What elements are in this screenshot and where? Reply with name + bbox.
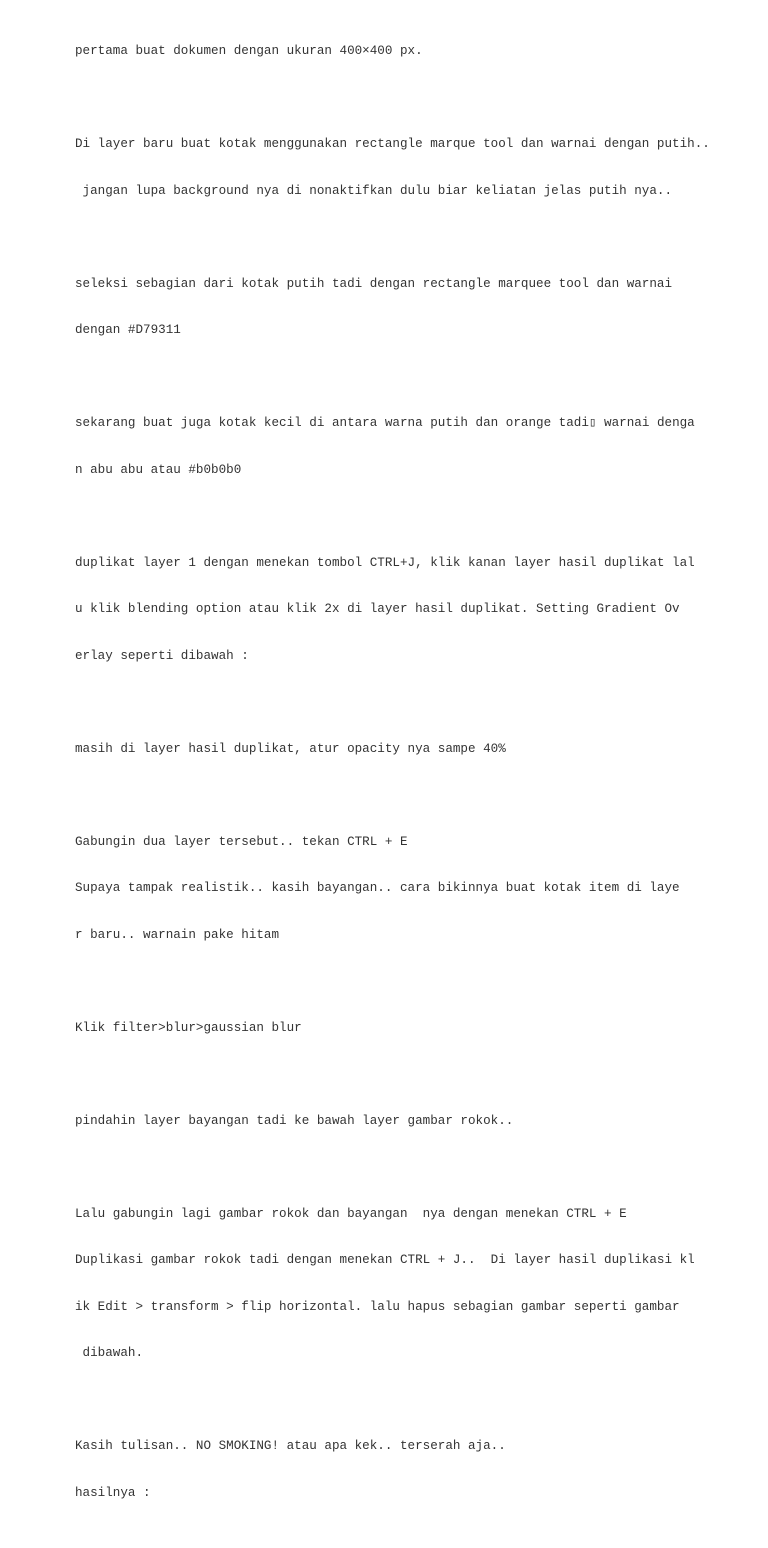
text-line: seleksi sebagian dari kotak putih tadi dengan rectangle marquee tool dan warnai bbox=[75, 276, 673, 291]
paragraph-7 bbox=[75, 804, 745, 975]
paragraph-8 bbox=[75, 990, 745, 1068]
text-line: Kasih tulisan.. NO SMOKING! atau apa kek.. terserah aja.. bbox=[75, 1439, 506, 1453]
text-line: ik Edit > transform > flip horizontal. lalu hapus sebagian gambar seperti gambar bbox=[75, 1299, 680, 1314]
text-line: hasilnya : bbox=[75, 1485, 151, 1500]
text-line: pindahin layer bayangan tadi ke bawah layer gambar rokok.. bbox=[75, 1113, 514, 1128]
text-line: n abu abu atau #b0b0b0 bbox=[75, 462, 242, 477]
text-line: pertama buat dokumen dengan ukuran 400×400 px. bbox=[75, 44, 423, 58]
text-line: jangan lupa background nya di nonaktifkan dulu biar keliatan jelas putih nya.. bbox=[75, 183, 673, 198]
paragraph-1 bbox=[75, 13, 745, 91]
document-body bbox=[75, 13, 745, 1548]
paragraph-4 bbox=[75, 385, 745, 509]
paragraph-5 bbox=[75, 525, 745, 696]
text-line: masih di layer hasil duplikat, atur opacity nya sampe 40% bbox=[75, 741, 506, 756]
text-line: Duplikasi gambar rokok tadi dengan menekan CTRL + J.. Di layer hasil duplikasi kl bbox=[75, 1253, 695, 1267]
text-line: dibawah. bbox=[75, 1346, 144, 1360]
paragraph-3 bbox=[75, 246, 745, 370]
paragraph-2 bbox=[75, 106, 745, 230]
text-line: dengan #D79311 bbox=[75, 323, 181, 337]
text-line: Lalu gabungin lagi gambar rokok dan bayangan nya dengan menekan CTRL + E bbox=[75, 1206, 627, 1221]
text-line: sekarang buat juga kotak kecil di antara warna putih dan orange tadi▯ warnai denga bbox=[75, 416, 695, 430]
text-line: Di layer baru buat kotak menggunakan rectangle marque tool dan warnai dengan putih.. bbox=[75, 137, 710, 151]
text-line: Supaya tampak realistik.. kasih bayangan.. cara bikinnya buat kotak item di laye bbox=[75, 881, 680, 895]
paragraph-9 bbox=[75, 1083, 745, 1161]
paragraph-6 bbox=[75, 711, 745, 789]
text-line: Gabungin dua layer tersebut.. tekan CTRL + E bbox=[75, 834, 408, 849]
text-line: duplikat layer 1 dengan menekan tombol CTRL+J, klik kanan layer hasil duplikat lal bbox=[75, 555, 695, 570]
text-line: r baru.. warnain pake hitam bbox=[75, 927, 280, 942]
paragraph-10 bbox=[75, 1176, 745, 1393]
paragraph-11 bbox=[75, 1408, 745, 1532]
text-line: erlay seperti dibawah : bbox=[75, 648, 249, 663]
text-line: Klik filter>blur>gaussian blur bbox=[75, 1020, 302, 1035]
text-line: u klik blending option atau klik 2x di layer hasil duplikat. Setting Gradient Ov bbox=[75, 602, 680, 616]
